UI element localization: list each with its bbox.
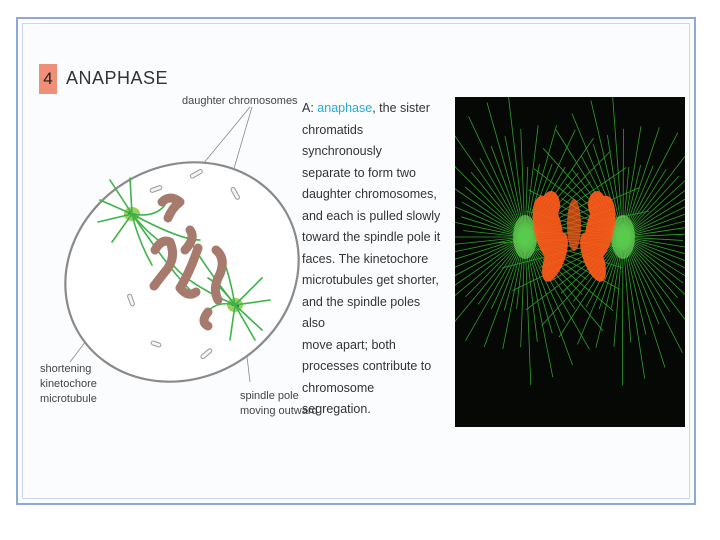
description-line: move apart; both	[302, 337, 396, 352]
label-line: spindle pole	[240, 390, 299, 402]
label-line: microtubule	[40, 393, 97, 405]
description-line: chromatids synchronously	[302, 122, 382, 158]
description-line: chromosome segregation.	[302, 380, 375, 416]
spindle-fiber	[455, 237, 525, 315]
description-line	[302, 98, 442, 120]
chromosome-mass-center	[567, 199, 581, 251]
chromosome-mass-left	[542, 191, 560, 219]
description-line: and each is pulled slowly	[302, 208, 441, 223]
label-daughter-chromosomes: daughter chromosomes	[182, 95, 298, 107]
description-line: processes contribute to	[302, 359, 432, 373]
spindle-fiber	[469, 116, 525, 237]
label-line: shortening	[40, 363, 92, 375]
spindle-fiber	[455, 237, 525, 330]
description-text	[302, 98, 442, 421]
step-number: 4	[43, 69, 53, 88]
description-line: microtubules get shorter,	[302, 273, 439, 287]
label-line: kinetochore	[40, 378, 97, 390]
chromosome-mass-right	[588, 191, 606, 219]
label-line: moving outward	[240, 405, 318, 417]
description-line: daughter chromosomes,	[302, 187, 437, 201]
fluorescence-micrograph	[455, 97, 685, 427]
description-prefix: A:	[302, 101, 318, 115]
step-title: ANAPHASE	[66, 68, 169, 88]
spindle-fiber	[487, 102, 525, 237]
chromosome	[204, 312, 208, 326]
anaphase-highlight: anaphase	[317, 101, 373, 115]
description-line: separate to form two	[302, 165, 416, 180]
description-line: faces. The kinetochore	[302, 251, 429, 266]
micrograph-image	[455, 97, 685, 427]
label-shortening-kinetochore	[40, 362, 97, 407]
description-line: toward the spindle pole it	[302, 230, 441, 244]
spindle-fiber	[622, 237, 623, 385]
description-fragment: , the sister	[372, 101, 430, 115]
description-line: and the spindle poles also	[302, 294, 421, 330]
